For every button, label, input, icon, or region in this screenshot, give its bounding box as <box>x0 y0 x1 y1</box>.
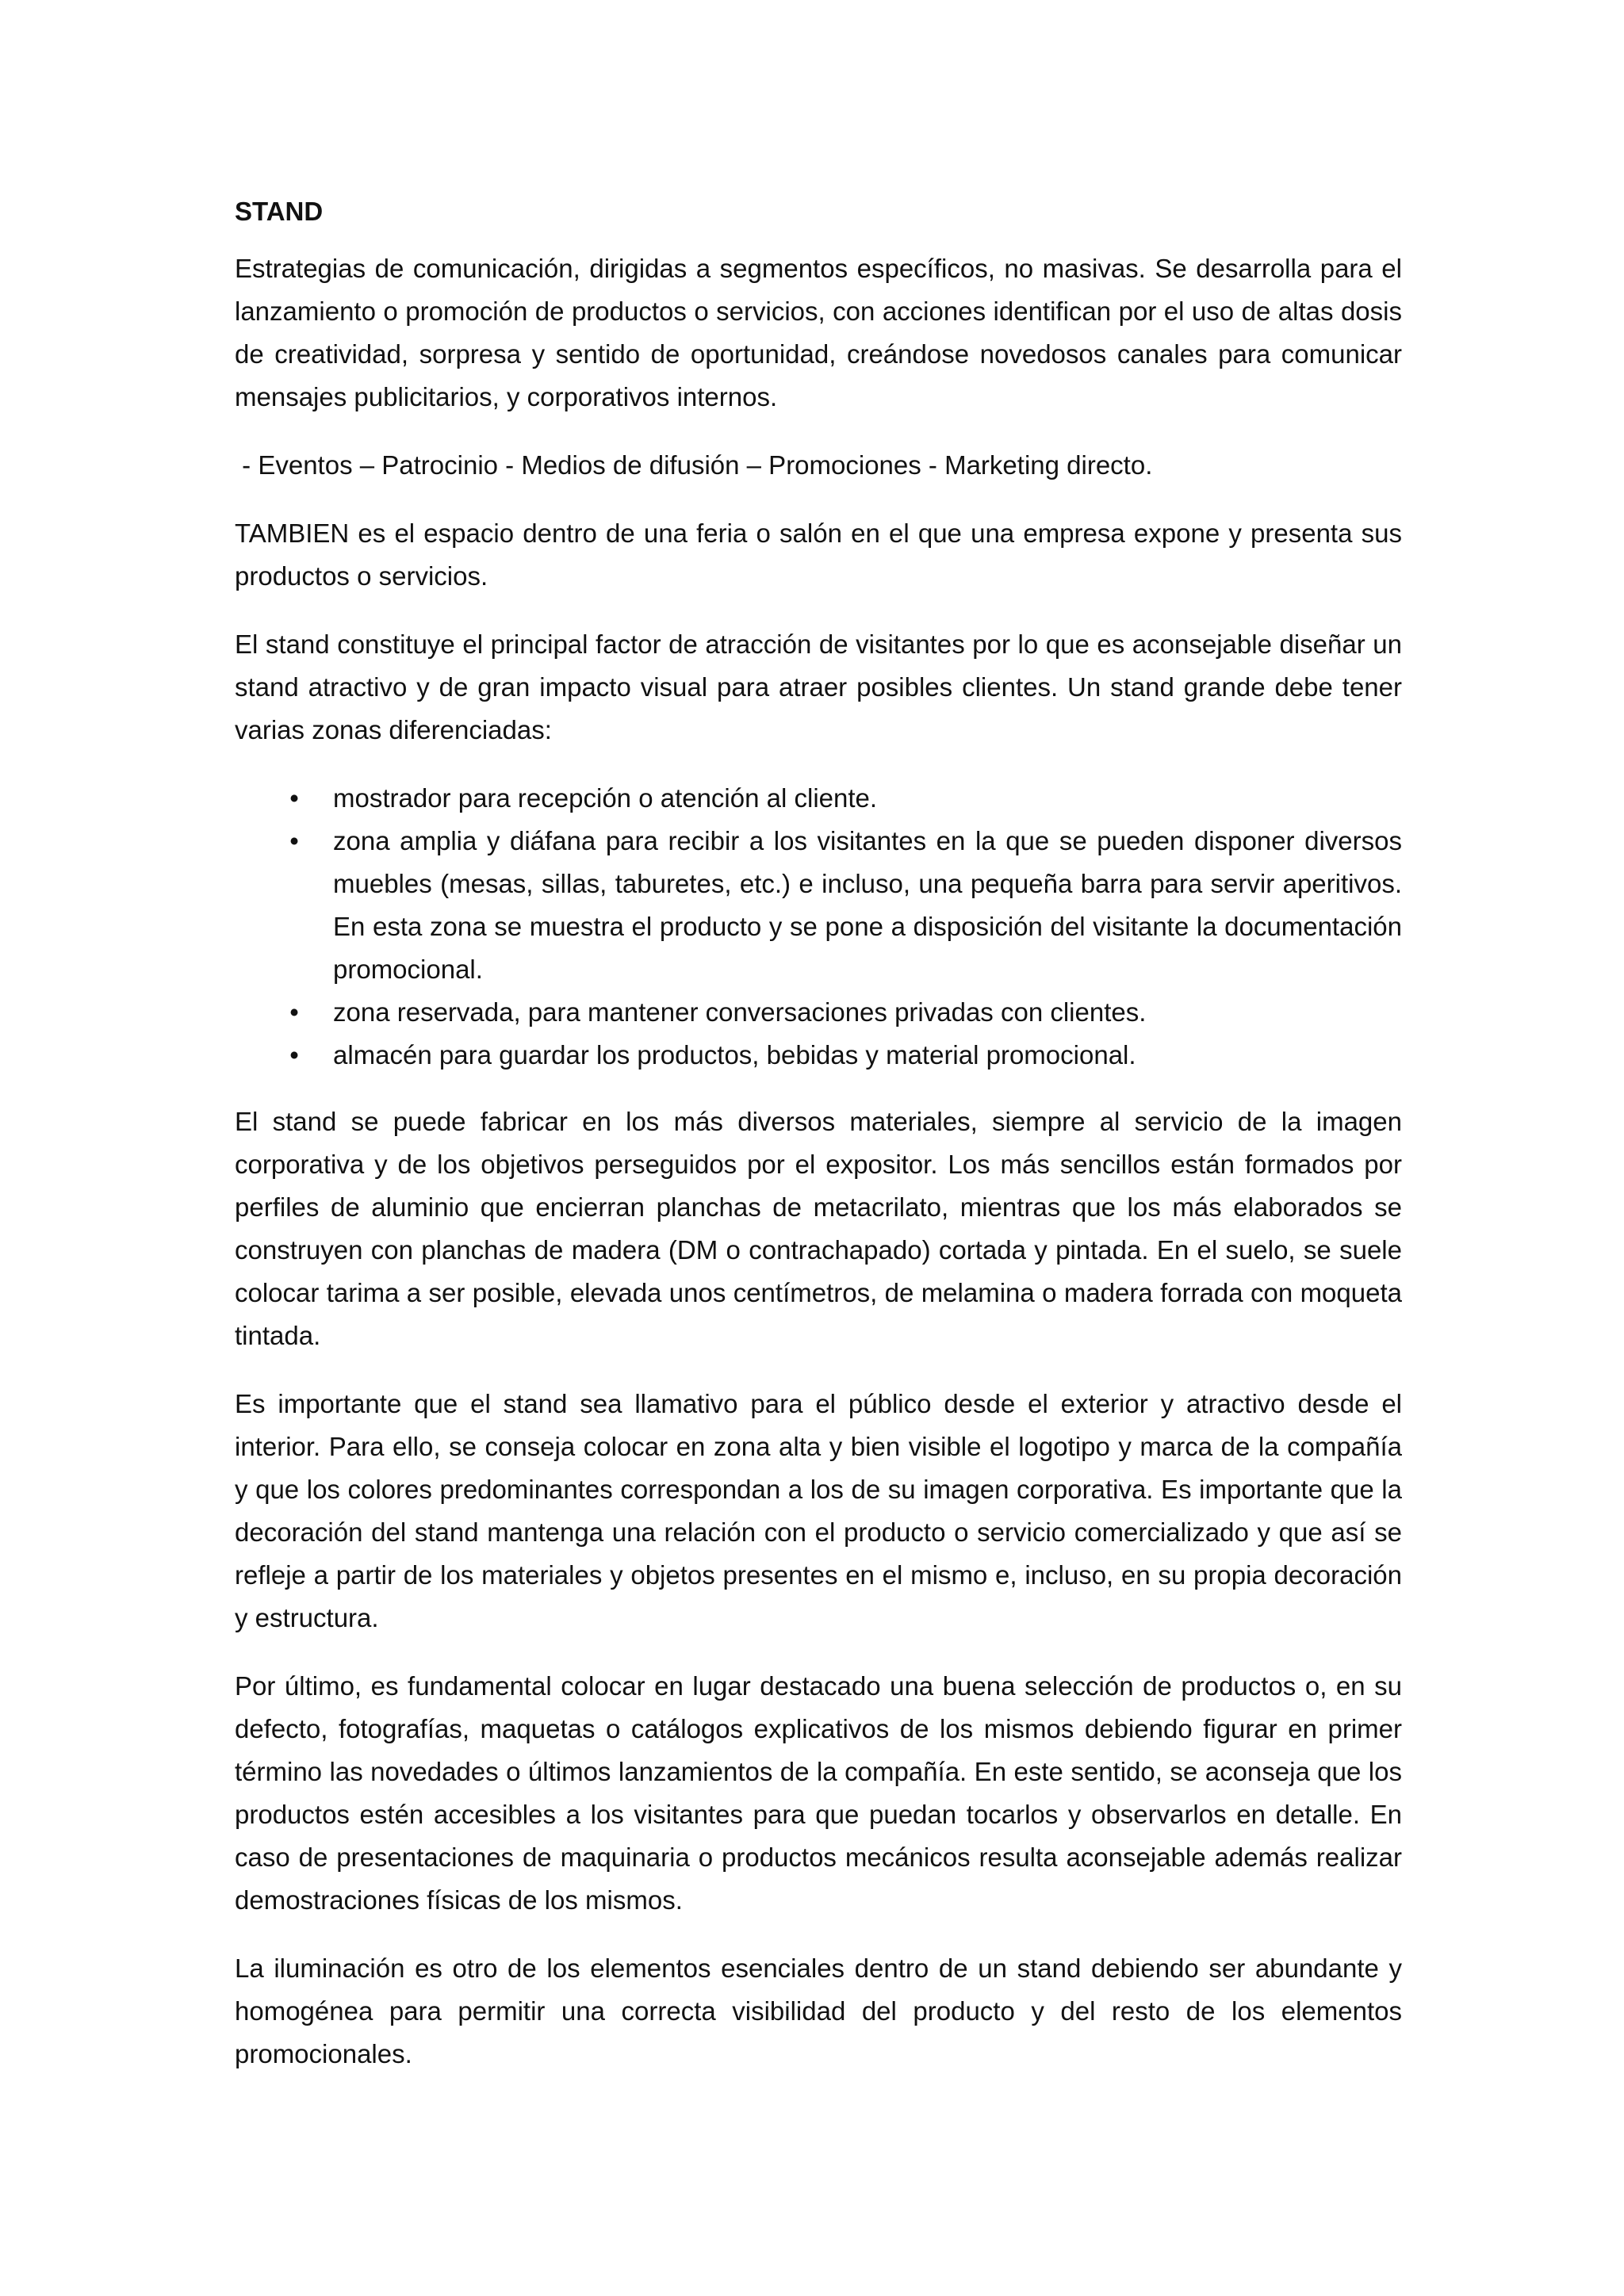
list-item <box>235 777 1402 820</box>
list-item-text: zona amplia y diáfana para recibir a los visitantes en la que se pueden disponer diversos muebles (mesas, sillas, taburetes, etc.) e incluso, una pequeña barra para servir aperitivos. En esta zona se muestra el producto y se pone a disposición del visitante la documentación promocional. <box>333 826 1402 984</box>
paragraph-appearance: Es importante que el stand sea llamativo para el público desde el exterior y atractivo desde el interior. Para ello, se conseja colocar en zona alta y bien visible el logotipo y marca de la compañía y que los colores predominantes correspondan a los de su imagen corporativa. Es importante que la decoración del stand mantenga una relación con el producto o servicio comercializado y que así se refleje a partir de los materiales y objetos presentes en el mismo e, incluso, en su propia decoración y estructura. <box>235 1389 1402 1632</box>
document-title: STAND <box>235 197 324 226</box>
paragraph-materials: El stand se puede fabricar en los más diversos materiales, siempre al servicio de la imagen corporativa y de los objetivos perseguidos por el expositor. Los más sencillos están formados por perfiles de aluminio que encierran planchas de metacrilato, mientras que los más elaborados se construyen con planchas de madera (DM o contrachapado) cortada y pintada. En el suelo, se suele colocar tarima a ser posible, elevada unos centímetros, de melamina o madera forrada con moqueta tintada. <box>235 1107 1402 1350</box>
list-item-text: almacén para guardar los productos, bebidas y material promocional. <box>333 1040 1136 1070</box>
bullet-icon: • <box>289 997 299 1027</box>
list-item <box>235 1034 1402 1077</box>
list-item-text: zona reservada, para mantener conversaciones privadas con clientes. <box>333 997 1147 1027</box>
list-item-text: mostrador para recepción o atención al cliente. <box>333 783 878 813</box>
paragraph-lighting: La iluminación es otro de los elementos esenciales dentro de un stand debiendo ser abundante y homogénea para permitir una correcta visibilidad del producto y del resto de los elementos promocionales. <box>235 1954 1402 2068</box>
paragraph-products: Por último, es fundamental colocar en lugar destacado una buena selección de productos o, en su defecto, fotografías, maquetas o catálogos explicativos de los mismos debiendo figurar en primer término las novedades o últimos lanzamientos de la compañía. En este sentido, se aconseja que los productos estén accesibles a los visitantes para que puedan tocarlos y observarlos en detalle. En caso de presentaciones de maquinaria o productos mecánicos resulta aconsejable además realizar demostraciones físicas de los mismos. <box>235 1671 1402 1915</box>
paragraph-stand-zones: El stand constituye el principal factor de atracción de visitantes por lo que es aconsejable diseñar un stand atractivo y de gran impacto visual para atraer posibles clientes. Un stand grande debe tener varias zonas diferenciadas: <box>235 629 1402 744</box>
paragraph-intro: Estrategias de comunicación, dirigidas a segmentos específicos, no masivas. Se desarrolla para el lanzamiento o promoción de productos o servicios, con acciones identifican por el uso de altas dosis de creatividad, sorpresa y sentido de oportunidad, creándose novedosos canales para comunicar mensajes publicitarios, y corporativos internos. <box>235 254 1402 411</box>
bullet-icon: • <box>289 826 299 855</box>
bullet-icon: • <box>289 783 299 813</box>
list-item <box>235 820 1402 991</box>
paragraph-stand-definition: TAMBIEN es el espacio dentro de una feria o salón en el que una empresa expone y presenta sus productos o servicios. <box>235 519 1402 591</box>
bullet-icon: • <box>289 1040 299 1070</box>
zones-list <box>235 777 1402 1077</box>
list-item <box>235 991 1402 1034</box>
paragraph-strategies-list: - Eventos – Patrocinio - Medios de difusión – Promociones - Marketing directo. <box>235 450 1153 480</box>
document-page <box>235 190 1402 2101</box>
